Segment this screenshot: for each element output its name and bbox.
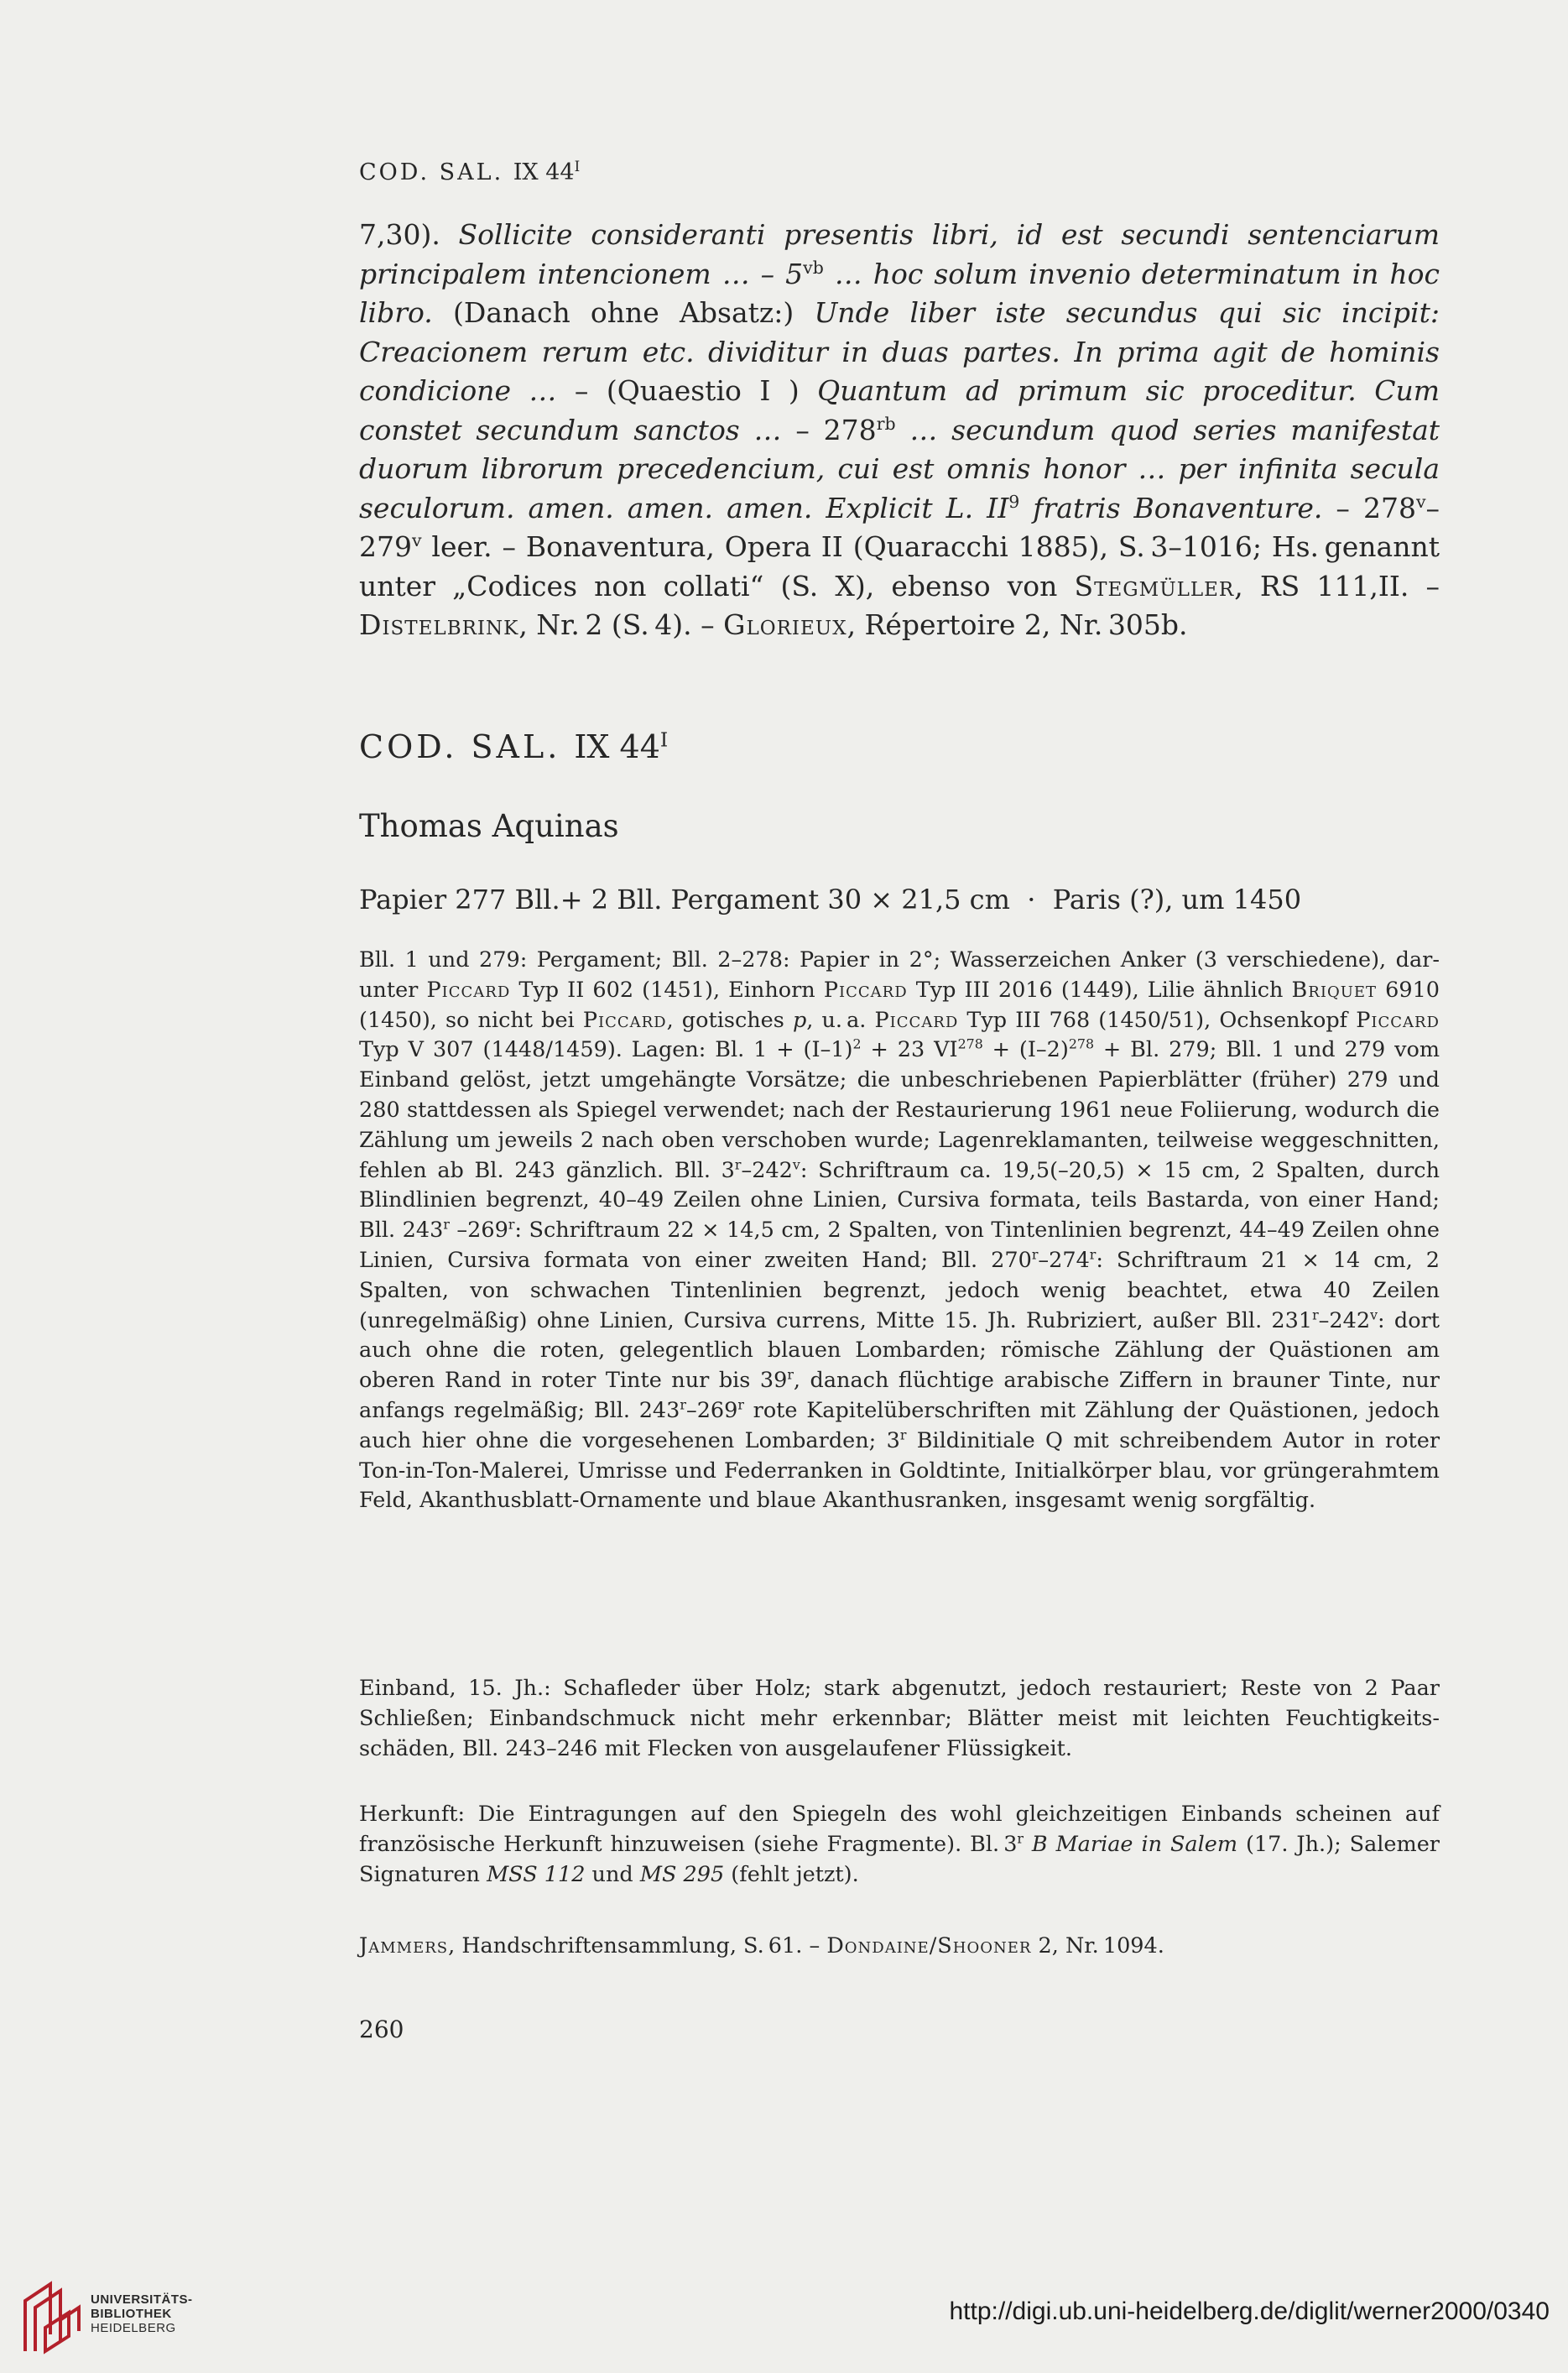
running-head: COD. SAL. IX $44^I$ <box>359 158 583 185</box>
section-heading: COD. SAL. IX $44^I$ <box>359 728 672 765</box>
digital-library-url[interactable]: http://digi.ub.uni-heidelberg.de/diglit/werner2000/0340 <box>949 2297 1550 2325</box>
binding-paragraph: Einband, 15. Jh.: Schafleder über Holz; stark abgenutzt, jedoch restauriert; Reste von 2 Paar Schließen; Einbandschmuck nicht mehr erkennbar; Blätter meist mit leichten Feuchtigkeitsschäden, Bll. 243–246 mit Flecken von ausgelaufener Flüssigkeit. <box>359 1676 1440 1761</box>
library-logo-icon <box>18 2276 84 2356</box>
bibliography-paragraph: Jammers, Handschriftensammlung, S. 61. – Dondaine/Shooner 2, Nr. 1094. <box>359 1933 1164 1958</box>
description-paragraph: Bll. 1 und 279: Pergament; Bll. 2–278: Papier in 2°; Wasserzeichen Anker (3 verschiedene), darunter Piccard Typ II 602 (1451), Einhorn Piccard Typ III 2016 (1449), Lilie ähnlich Briquet 6910 (1450), so nicht bei Piccard, gotisches p, u. a. Piccard Typ III 768 (1450/51), Ochsenkopf Piccard Typ V 307 (1448/1459). Lagen: Bl. $1 + (I-1)^2 + 23$ $VI^{278} + (I-2)^{278} + Bl$. 279; Bll. 1 und 279 vom Einband gelöst, jetzt umgehängte Vorsätze; die unbeschriebenen Papierblätter (früher) 279 und 280 stattdessen als Spiegel verwendet; nach der Restaurierung 1961 neue Foliierung, wodurch die Zählung um jeweils 2 nach oben verschoben wurde; Lagenreklamanten, teilweise weggeschnitten, fehlen ab Bl. 243 gänzlich. Bll. 3$^r$–242$^v$: Schriftraum ca. 19,5(–20,5) × 15 cm, 2 Spalten, durch Blindlinien begrenzt, 40–49 Zeilen ohne Linien, Cursiva formata, teils Bastarda, von einer Hand; Bll. 243$^r$ –269$^r$: Schriftraum 22 × 14,5 cm, 2 Spalten, von Tintenlinien begrenzt, 44–49 Zeilen ohne Linien, Cursiva formata von einer zweiten Hand; Bll. 270$^r$–274$^r$: Schriftraum 21 × 14 cm, 2 Spalten, von schwachen Tintenlinien begrenzt, jedoch wenig beachtet, etwa 40 Zeilen (unregelmäßig) ohne Linien, Cursiva currens, Mitte 15. Jh. Rubriziert, außer Bll. 231$^r$–242$^v$: dort auch ohne die roten, gelegentlich blauen Lombarden; römische Zählung der Quästionen am oberen Rand in roter Tinte nur bis 39$^r$, danach flüchtige arabische Ziffern in brauner Tinte, nur anfangs regelmäßig; Bll. 243$^r$–269$^r$ rote Kapitelüberschriften mit Zählung der Quästionen, jedoch auch hier ohne die vorgesehenen Lombarden; 3$^r$ Bildinitiale Q mit schreibendem Autor in roter Ton-in-Ton-Malerei, Umrisse und Federranken in Goldtinte, Initialkörper blau, vor grüngerahmtem Feld, Akanthusblatt-Ornamente und blaue Akanthusranken, insgesamt wenig sorgfältig. <box>359 947 1440 1514</box>
library-name: UNIVERSITÄTS- BIBLIOTHEK HEIDELBERG <box>91 2292 193 2335</box>
codex-summary: Papier 277 Bll.+ 2 Bll. Pergament 30 × 21,5 cm · Paris (?), um 1450 <box>359 884 1302 915</box>
provenance-paragraph: Herkunft: Die Eintragungen auf den Spiegeln des wohl gleichzeitigen Einbands scheinen auf französische Herkunft hinzuweisen (siehe Fragmente). Bl. 3$^r$ B Mariae in Salem (17. Jh.); Salemer Signaturen MSS 112 und MS 295 (fehlt jetzt). <box>359 1802 1440 1887</box>
footer-bar <box>0 2257 1568 2373</box>
page-number: 260 <box>359 2016 404 2043</box>
continuation-text: 7,30). Sollicite consideranti presentis libri, id est secundi sentenciarum principalem intencionem … – $5^{vb}$ … hoc solum invenio determinatum in hoc libro. (Danach ohne Absatz:) Unde liber iste secundus qui sic incipit: Creacionem rerum etc. dividitur in duas partes. In prima agit de hominis condicione … – (Quaestio I ) Quantum ad primum sic proceditur. Cum constet secundum sanctos … – $278^{rb}$ … secundum quod series manifestat duorum librorum precedencium, cui est omnis honor … per infinita secula seculorum. amen. amen. amen. Explicit L. $II^9$ fratris Bonaventure. – 278$^v$–279$^v$ leer. – Bonaventura, Opera II (Quaracchi 1885), S. 3–1016; Hs. genannt unter „Codices non collati“ (S. X), ebenso von Stegmüller, RS 111,II. – Distelbrink, Nr. 2 (S. 4). – Glorieux, Répertoire 2, Nr. 305b. <box>359 218 1440 641</box>
author-heading: Thomas Aquinas <box>359 808 619 844</box>
